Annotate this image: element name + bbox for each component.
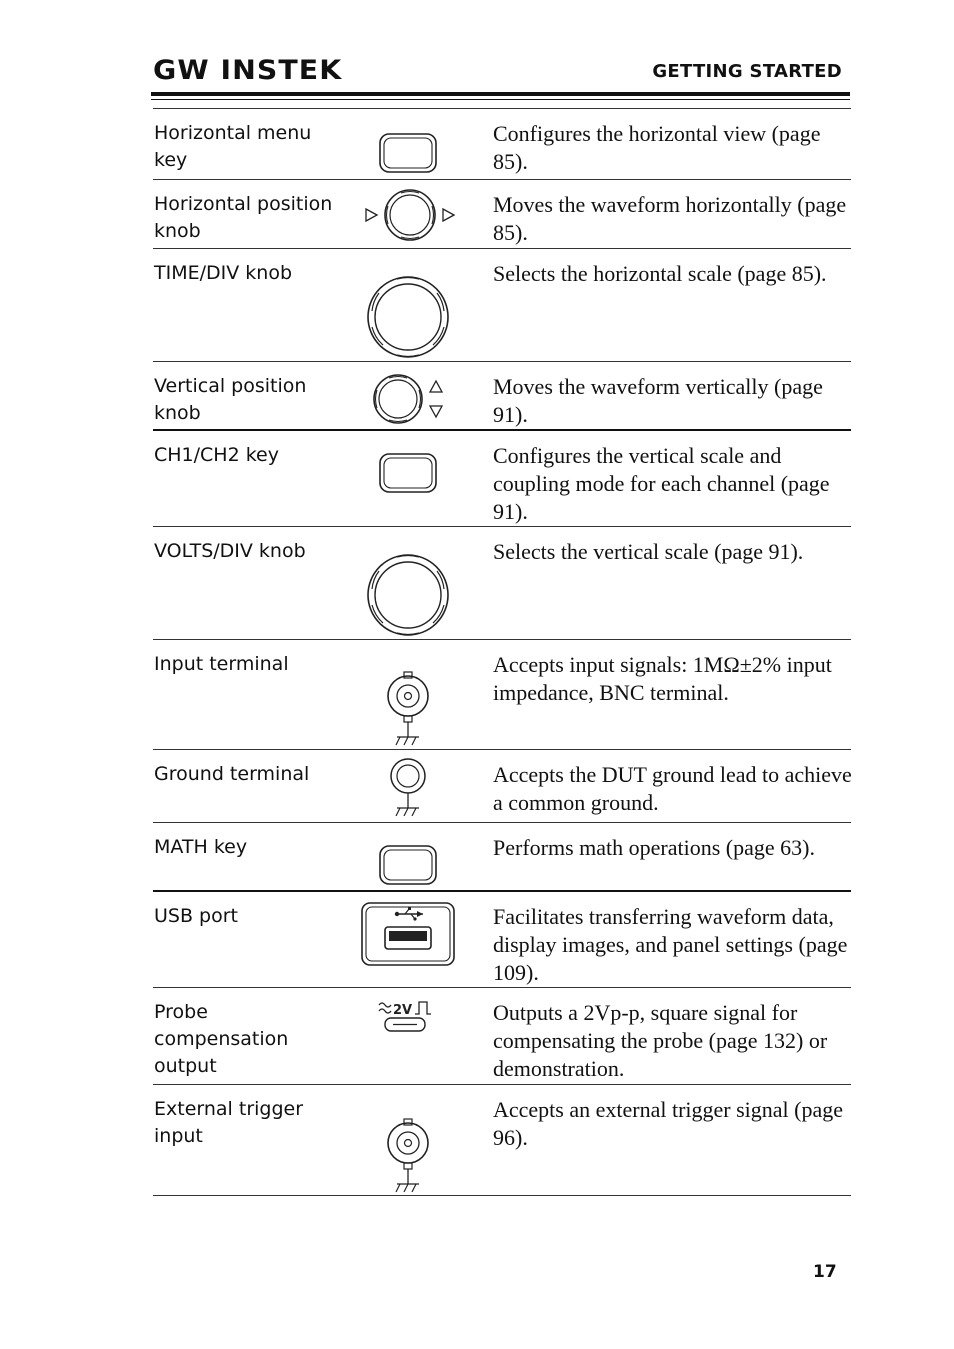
key-button-icon	[353, 451, 463, 495]
section-title: GETTING STARTED	[652, 61, 842, 82]
row-description: Performs math operations (page 63).	[493, 835, 815, 860]
row-label: Horizontal menu key	[154, 122, 312, 171]
table-row	[153, 108, 851, 179]
probe-voltage-label: 2V	[393, 1003, 413, 1018]
horizontal-position-knob-icon	[353, 187, 463, 243]
table-row	[153, 361, 851, 429]
large-knob-icon	[353, 275, 463, 359]
table-row	[153, 248, 851, 361]
page-number: 17	[813, 1262, 837, 1282]
row-label: USB port	[154, 905, 238, 927]
large-knob-icon	[353, 553, 463, 637]
table-row	[153, 526, 851, 639]
row-label: TIME/DIV knob	[154, 262, 293, 284]
header-rule	[151, 92, 850, 96]
row-label: External trigger input	[154, 1098, 304, 1147]
bnc-terminal-icon	[353, 1117, 463, 1195]
table-row	[153, 429, 851, 526]
row-description: Selects the horizontal scale (page 85).	[493, 261, 827, 286]
gw-instek-logo: GW INSTEK	[153, 55, 343, 86]
row-description: Moves the waveform horizontally (page 85).	[493, 192, 847, 245]
controls-table	[153, 108, 851, 1196]
table-bottom-rule	[153, 1195, 851, 1196]
row-label: Vertical position knob	[154, 375, 307, 424]
table-row	[153, 749, 851, 822]
key-button-icon	[353, 843, 463, 887]
row-description: Moves the waveform vertically (page 91).	[493, 374, 823, 427]
table-row	[153, 822, 851, 890]
row-description: Accepts an external trigger signal (page 96).	[493, 1097, 844, 1150]
usb-port-icon	[353, 901, 463, 967]
ground-terminal-icon	[353, 756, 463, 820]
table-row	[153, 987, 851, 1084]
row-label: MATH key	[154, 836, 248, 858]
row-label: Input terminal	[154, 653, 289, 675]
header-rule-thin	[151, 99, 850, 100]
row-description: Accepts input signals: 1MΩ±2% input impedance, BNC terminal.	[493, 652, 832, 705]
row-label: VOLTS/DIV knob	[154, 540, 306, 562]
row-label: CH1/CH2 key	[154, 444, 279, 466]
row-label: Probe compensation output	[154, 1001, 289, 1077]
vertical-position-knob-icon	[353, 373, 463, 425]
table-row	[153, 179, 851, 248]
row-description: Outputs a 2Vp-p, square signal for compensating the probe (page 132) or demonstration.	[493, 1000, 828, 1081]
probe-compensation-icon	[353, 995, 463, 1035]
row-label: Horizontal position knob	[154, 193, 333, 242]
row-description: Configures the horizontal view (page 85).	[493, 121, 821, 174]
row-description: Configures the vertical scale and coupling mode for each channel (page 91).	[493, 443, 830, 524]
row-description: Accepts the DUT ground lead to achieve a common ground.	[493, 762, 852, 815]
bnc-terminal-icon	[353, 670, 463, 748]
row-label: Ground terminal	[154, 763, 310, 785]
table-row	[153, 1084, 851, 1195]
key-button-icon	[353, 131, 463, 175]
row-description: Facilitates transferring waveform data, display images, and panel settings (page 109).	[493, 904, 848, 985]
row-description: Selects the vertical scale (page 91).	[493, 539, 804, 564]
table-row	[153, 890, 851, 987]
table-row	[153, 639, 851, 749]
